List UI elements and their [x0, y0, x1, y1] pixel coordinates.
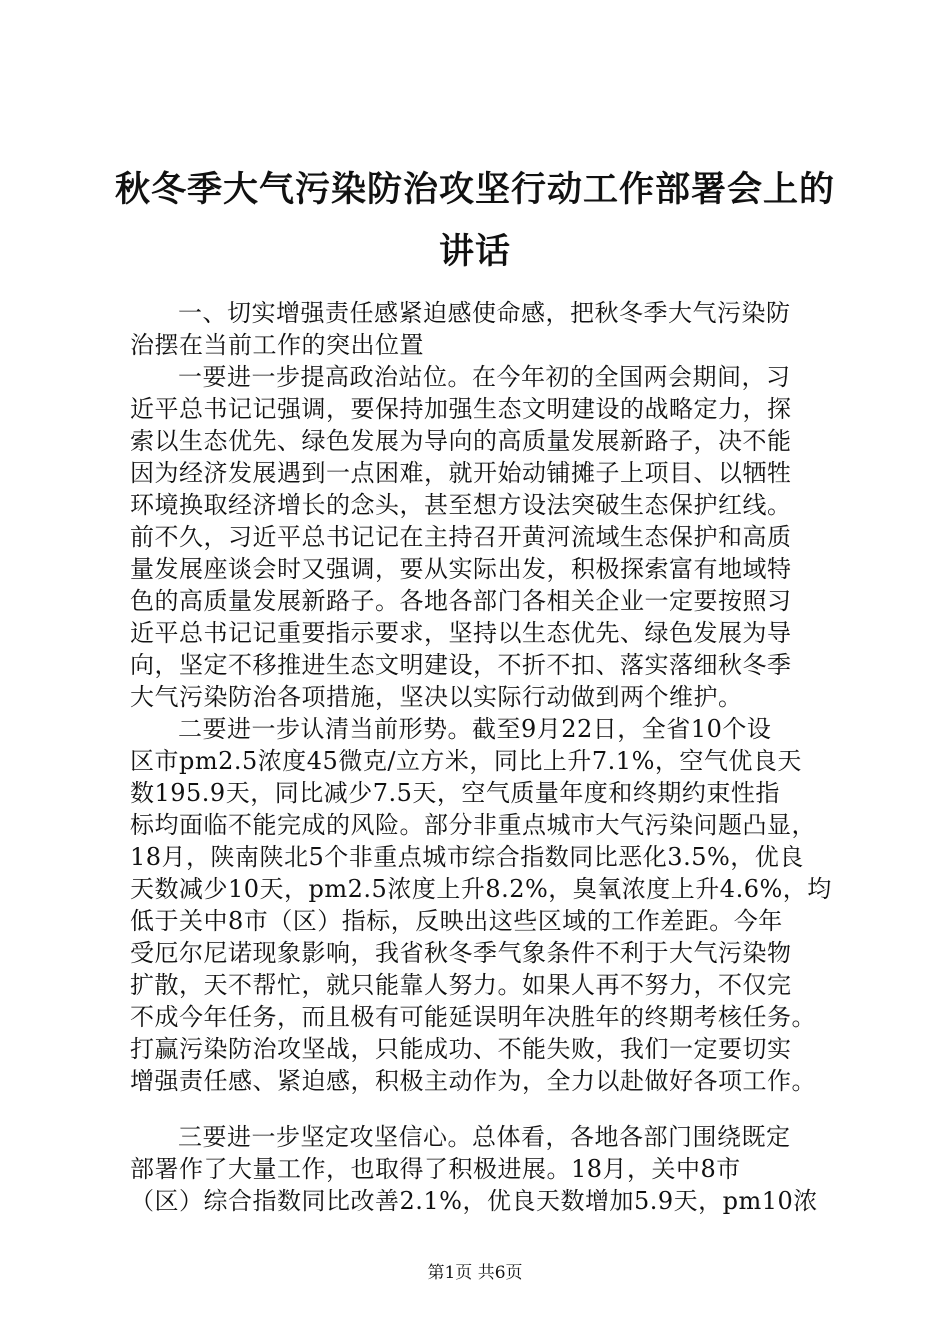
body-line: 增强责任感、紧迫感，积极主动作为，全力以赴做好各项工作。	[130, 1067, 816, 1095]
document-title-line-2: 讲话	[438, 232, 511, 272]
body-line: 向，坚定不移推进生态文明建设，不折不扣、落实落细秋冬季	[130, 651, 792, 679]
body-line: 一、切实增强责任感紧迫感使命感，把秋冬季大气污染防	[178, 299, 791, 327]
document-body	[130, 297, 832, 1217]
document-title-line-1: 秋冬季大气污染防治攻坚行动工作部署会上的	[114, 170, 835, 210]
body-line: 扩散，天不帮忙，就只能靠人努力。如果人再不努力，不仅完	[130, 971, 792, 999]
body-line: 受厄尔尼诺现象影响，我省秋冬季气象条件不利于大气污染物	[130, 939, 792, 967]
body-line: 区市pm2.5浓度45微克/立方米，同比上升7.1%，空气优良天	[130, 747, 802, 775]
body-line: 环境换取经济增长的念头，甚至想方设法突破生态保护红线。	[130, 491, 792, 519]
body-line: 标均面临不能完成的风险。部分非重点城市大气污染问题凸显，	[130, 811, 816, 839]
body-line: 打赢污染防治攻坚战，只能成功、不能失败，我们一定要切实	[130, 1035, 792, 1063]
body-line: 二要进一步认清当前形势。截至9月22日，全省10个设	[178, 715, 772, 743]
body-line: 近平总书记记重要指示要求，坚持以生态优先、绿色发展为导	[130, 619, 792, 647]
body-line: 低于关中8市（区）指标，反映出这些区域的工作差距。今年	[130, 907, 783, 935]
body-line: 天数减少10天，pm2.5浓度上升8.2%，臭氧浓度上升4.6%，均	[130, 875, 832, 903]
body-line: 不成今年任务，而且极有可能延误明年决胜年的终期考核任务。	[130, 1003, 816, 1031]
body-line: 一要进一步提高政治站位。在今年初的全国两会期间，习	[178, 363, 791, 391]
body-line: 索以生态优先、绿色发展为导向的高质量发展新路子，决不能	[130, 427, 792, 455]
body-line: 治摆在当前工作的突出位置	[130, 331, 424, 359]
page-number-footer: 第1页 共6页	[427, 1263, 523, 1283]
body-line: 因为经济发展遇到一点困难，就开始动铺摊子上项目、以牺牲	[130, 459, 792, 487]
body-line: 18月，陕南陕北5个非重点城市综合指数同比恶化3.5%，优良	[130, 843, 804, 871]
body-line: （区）综合指数同比改善2.1%，优良天数增加5.9天，pm10浓	[130, 1187, 818, 1215]
body-line: 色的高质量发展新路子。各地各部门各相关企业一定要按照习	[130, 587, 792, 615]
body-line: 数195.9天，同比减少7.5天，空气质量年度和终期约束性指	[130, 779, 780, 807]
body-line: 近平总书记记强调，要保持加强生态文明建设的战略定力，探	[130, 395, 792, 423]
body-line: 前不久，习近平总书记记在主持召开黄河流域生态保护和高质	[130, 523, 792, 551]
paragraph-gap	[130, 1097, 820, 1121]
body-line: 大气污染防治各项措施，坚决以实际行动做到两个维护。	[130, 683, 743, 711]
body-line: 部署作了大量工作，也取得了积极进展。18月，关中8市	[130, 1155, 741, 1183]
body-line: 量发展座谈会时又强调，要从实际出发，积极探索富有地域特	[130, 555, 792, 583]
body-line: 三要进一步坚定攻坚信心。总体看，各地各部门围绕既定	[178, 1123, 791, 1151]
